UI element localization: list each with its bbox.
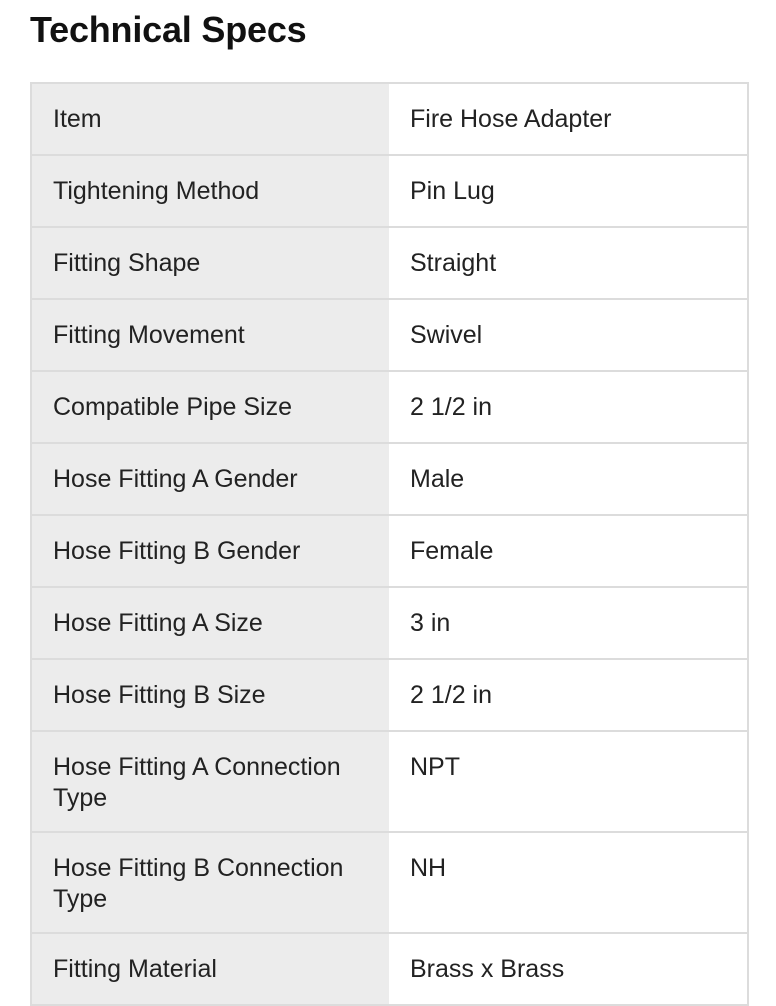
spec-label: Fitting Movement: [31, 299, 389, 371]
spec-value: NPT: [389, 731, 748, 832]
spec-value: 2 1/2 in: [389, 659, 748, 731]
spec-value: 2 1/2 in: [389, 371, 748, 443]
spec-label: Tightening Method: [31, 155, 389, 227]
table-row: [31, 587, 748, 659]
spec-value: Male: [389, 443, 748, 515]
table-row: [31, 83, 748, 155]
spec-value: Fire Hose Adapter: [389, 83, 748, 155]
spec-label: Fitting Shape: [31, 227, 389, 299]
table-row: [31, 933, 748, 1005]
table-row: [31, 371, 748, 443]
table-row: [31, 731, 748, 832]
spec-label: Hose Fitting A Connection Type: [31, 731, 389, 832]
table-row: [31, 299, 748, 371]
table-row: [31, 155, 748, 227]
spec-label: Hose Fitting B Gender: [31, 515, 389, 587]
spec-label: Item: [31, 83, 389, 155]
spec-label: Compatible Pipe Size: [31, 371, 389, 443]
spec-label: Hose Fitting A Size: [31, 587, 389, 659]
spec-value: 3 in: [389, 587, 748, 659]
spec-label: Hose Fitting A Gender: [31, 443, 389, 515]
spec-label: Fitting Material: [31, 933, 389, 1005]
table-row: [31, 515, 748, 587]
spec-label: Hose Fitting B Size: [31, 659, 389, 731]
spec-value: Pin Lug: [389, 155, 748, 227]
table-row: [31, 443, 748, 515]
specs-table: [30, 82, 749, 1006]
spec-value: Brass x Brass: [389, 933, 748, 1005]
page-title: Technical Specs: [30, 9, 307, 50]
spec-value: Straight: [389, 227, 748, 299]
table-row: [31, 659, 748, 731]
table-row: [31, 227, 748, 299]
spec-value: Swivel: [389, 299, 748, 371]
spec-value: NH: [389, 832, 748, 933]
spec-value: Female: [389, 515, 748, 587]
table-row: [31, 832, 748, 933]
spec-label: Hose Fitting B Connection Type: [31, 832, 389, 933]
